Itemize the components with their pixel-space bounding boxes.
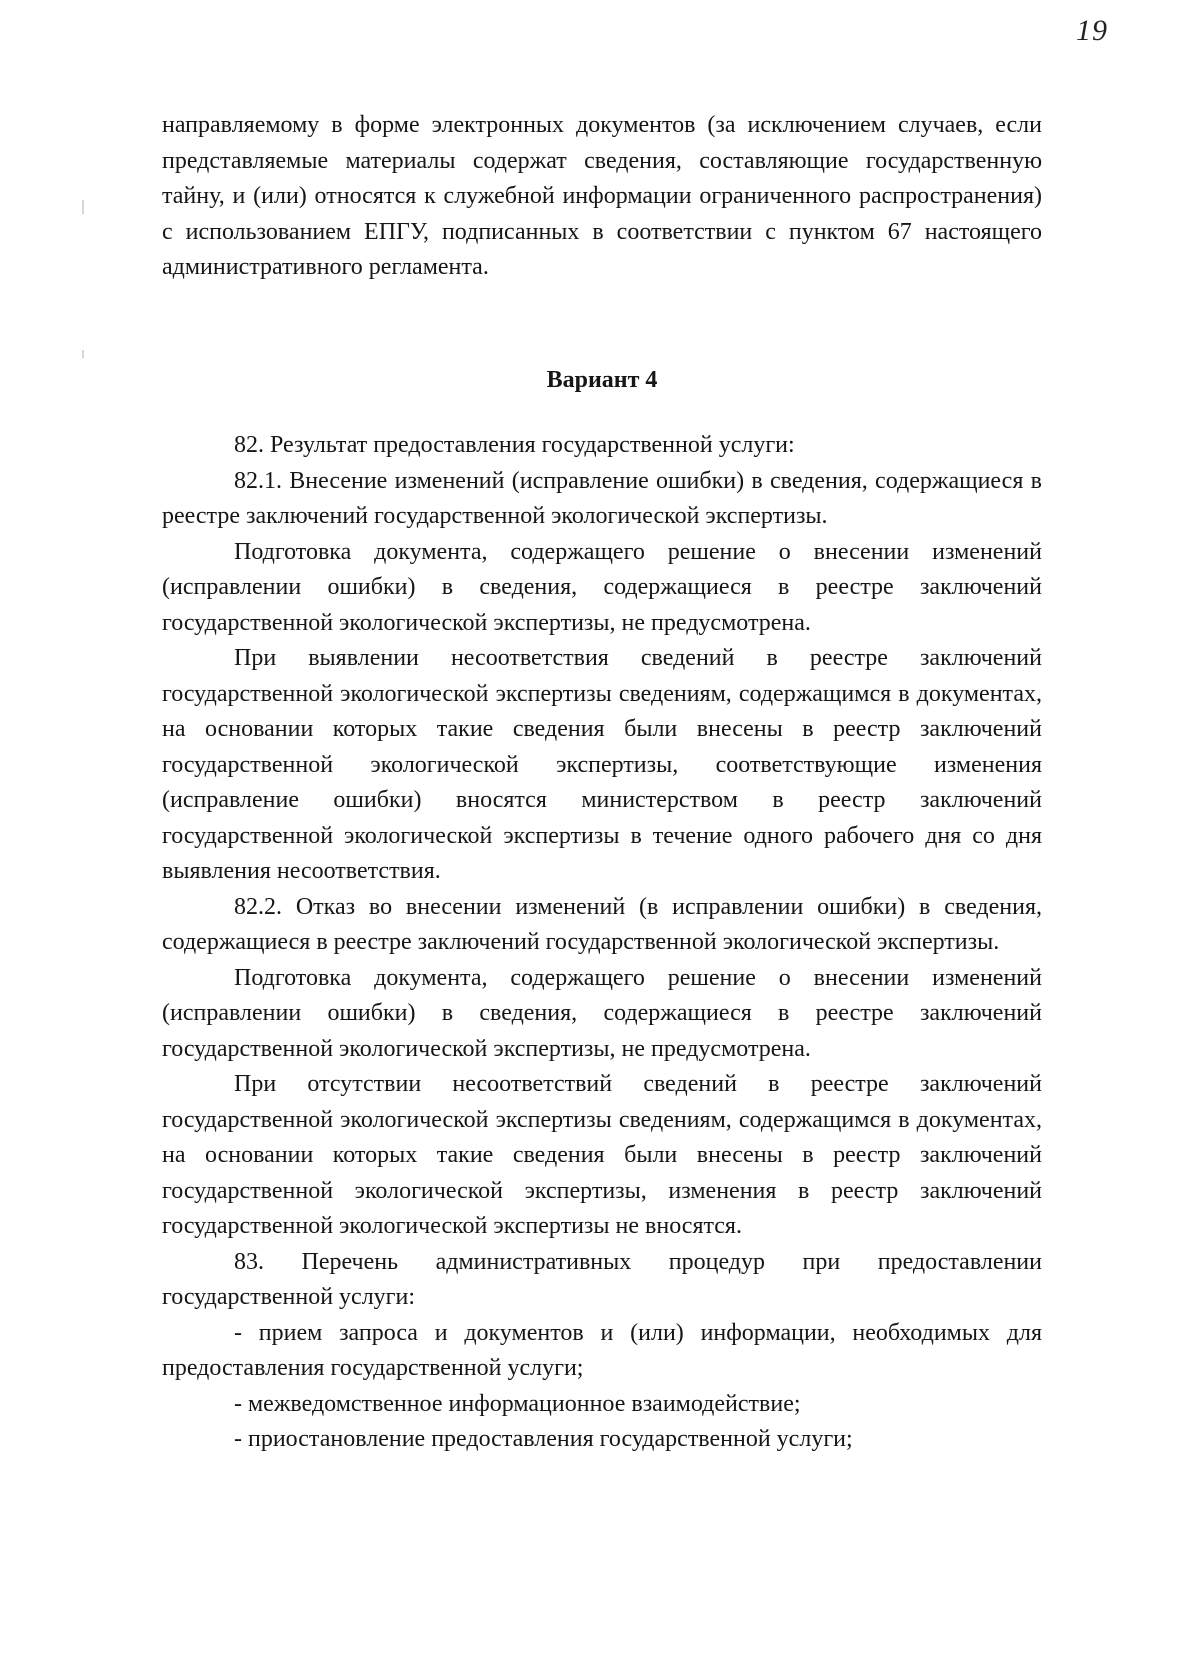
list-item: - межведомственное информационное взаимодействие; xyxy=(234,1390,801,1417)
page-number: 19 xyxy=(1076,14,1108,47)
paragraph-82-2-detail: При отсутствии несоответствий сведений в реестре заключений государственной экологической экспертизы сведениям, содержащимся в документах, на основании которых такие сведения были внесены в реестр заключений государственной экологической экспертизы, изменения в реестр заключений государственной экологической экспертизы не вносятся. xyxy=(162,1071,1042,1239)
paragraph-82-1-detail: При выявлении несоответствия сведений в реестре заключений государственной экологической экспертизы сведениям, содержащимся в документах, на основании которых такие сведения были внесены в реестр заключений государственной экологической экспертизы, соответствующие изменения (исправление ошибки) вносятся министерством в реестр заключений государственной экологической экспертизы в течение одного рабочего дня со дня выявления несоответствия. xyxy=(162,645,1042,884)
paragraph-82-2: 82.2. Отказ во внесении изменений (в исправлении ошибки) в сведения, содержащиеся в реестре заключений государственной экологической экспертизы. xyxy=(162,893,1042,955)
scan-artifact xyxy=(82,350,84,358)
main-section xyxy=(162,428,1042,1458)
paragraph-82-1-note: Подготовка документа, содержащего решение о внесении изменений (исправлении ошибки) в сведения, содержащиеся в реестре заключений государственной экологической экспертизы, не предусмотрена. xyxy=(162,538,1042,636)
intro-paragraph: направляемому в форме электронных документов (за исключением случаев, если представляемые материалы содержат сведения, составляющие государственную тайну, и (или) относятся к служебной информации ограниченного распространения) с использованием ЕПГУ, подписанных в соответствии с пунктом 67 настоящего административного регламента. xyxy=(162,112,1042,280)
list-item: - приостановление предоставления государственной услуги; xyxy=(234,1426,853,1452)
paragraph-82-2-note: Подготовка документа, содержащего решение о внесении изменений (исправлении ошибки) в сведения, содержащиеся в реестре заключений государственной экологической экспертизы, не предусмотрена. xyxy=(162,964,1042,1062)
paragraph-82: 82. Результат предоставления государственной услуги: xyxy=(234,432,795,458)
paragraph-83: 83. Перечень административных процедур при предоставлении государственной услуги: xyxy=(162,1248,1042,1310)
intro-section xyxy=(162,108,1042,286)
scan-artifact xyxy=(82,200,84,214)
paragraph-82-1: 82.1. Внесение изменений (исправление ошибки) в сведения, содержащиеся в реестре заключений государственной экологической экспертизы. xyxy=(162,467,1042,529)
section-heading: Вариант 4 xyxy=(546,367,658,393)
list-item: - прием запроса и документов и (или) информации, необходимых для предоставления государственной услуги; xyxy=(162,1319,1042,1381)
